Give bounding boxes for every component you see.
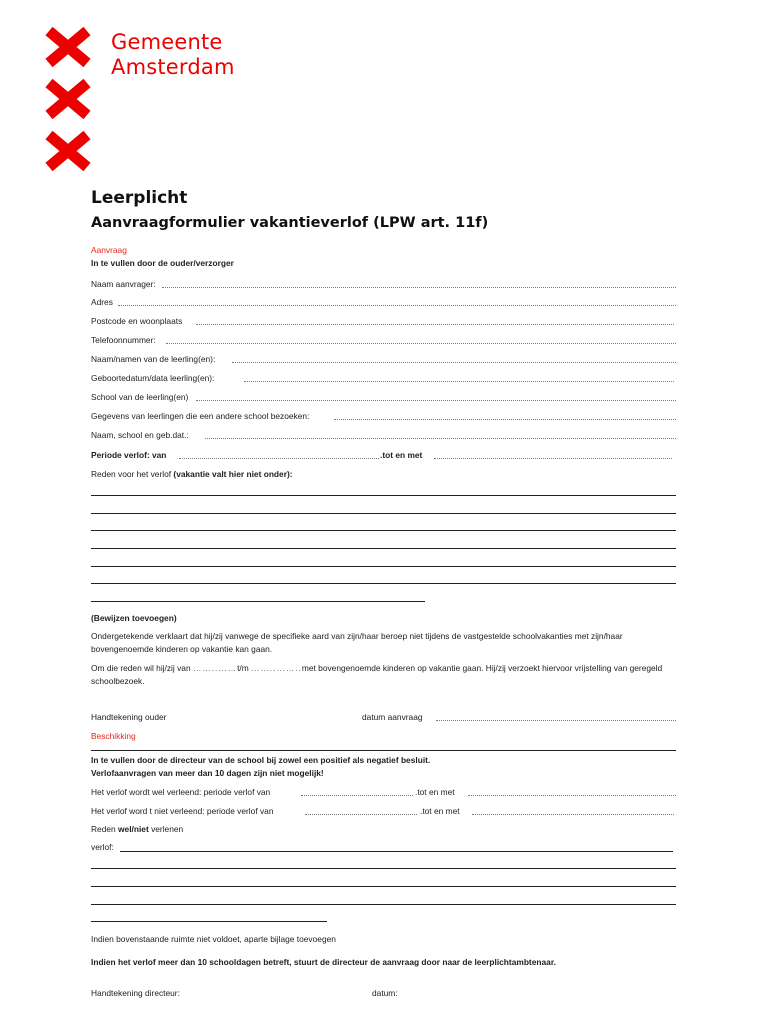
aparte-bijlage-note: Indien bovenstaande ruimte niet voldoet, aparte bijlage toevoegen [91,934,336,944]
leerplichtambtenaar-note: Indien het verlof meer dan 10 schooldagen betreft, stuurt de directeur de aanvraag door naar de leerplichtambtenaar. [91,957,556,967]
field-label-naam-aanvrager: Naam aanvrager: [91,279,156,289]
handtekening-ouder-label: Handtekening ouder [91,712,167,722]
reden-line[interactable] [91,566,676,567]
reden-verlof-label: Reden voor het verlof (vakantie valt hier niet onder): [91,469,293,479]
bewijzen-toevoegen-note: (Bewijzen toevoegen) [91,613,177,623]
verlof-wel-tot-label: .tot en met [415,787,455,797]
field-label-adres: Adres [91,297,113,307]
field-label-andere-school: Gegevens van leerlingen die een andere school bezoeken: [91,411,310,421]
periode-verlof-label: Periode verlof: van [91,450,167,460]
reden-wel-niet-label: Reden wel/niet verlenen [91,824,184,834]
field-label-naam-school-gebdat: Naam, school en geb.dat.: [91,430,189,440]
verlof-niet-van-field[interactable] [305,814,417,815]
logo-line-2: Amsterdam [111,55,235,79]
field-label-postcode-woonplaats: Postcode en woonplaats [91,316,183,326]
amsterdam-cross-icon [44,79,92,119]
field-naam-leerling[interactable] [232,362,676,363]
field-geboortedatum[interactable] [244,381,674,382]
reden-line[interactable] [91,530,676,531]
field-postcode-woonplaats[interactable] [196,324,674,325]
reden-line[interactable] [91,495,676,496]
verlof-wel-van-field[interactable] [301,795,413,796]
section-heading-beschikking: Beschikking [91,731,136,741]
form-subtitle: Aanvraagformulier vakantieverlof (LPW art. 11f) [91,215,489,231]
datum-aanvraag-label: datum aanvraag [362,712,423,722]
section-heading-aanvraag: Aanvraag [91,245,127,255]
periode-verlof-tot-field[interactable] [434,458,672,459]
field-telefoonnummer[interactable] [166,343,676,344]
periode-verlof-van-field[interactable] [179,458,379,459]
periode-tot-en-met-label: .tot en met [380,450,423,460]
reden-line[interactable] [91,601,425,602]
verlof-reden-line[interactable] [120,851,673,852]
logo-line-1: Gemeente [111,30,223,54]
field-naam-aanvrager[interactable] [162,287,676,288]
field-label-geboortedatum: Geboortedatum/data leerling(en): [91,373,215,383]
verlof-reden-line[interactable] [91,868,676,869]
verlof-wel-tot-field[interactable] [468,795,676,796]
section-divider [91,750,676,751]
reden-line[interactable] [91,548,676,549]
amsterdam-cross-icon [44,27,92,67]
verlof-reden-line[interactable] [91,904,676,905]
verlof-reden-line[interactable] [91,886,676,887]
field-naam-school-gebdat[interactable] [205,438,676,439]
page-title: Leerplicht [91,188,188,208]
verlof-niet-tot-label: .tot en met [420,806,460,816]
handtekening-directeur-label: Handtekening directeur: [91,988,180,998]
verlof-niet-verleend-label: Het verlof word t niet verleend: periode verlof van [91,806,274,816]
reden-wil-paragraph: Om die reden wil hij/zij van ……..……t/m ……..……..met bovengenoemde kinderen op vakantie gaan. Hij/zij verzoekt hiervoor vrijstelling van geregeld schoolbezoek. [91,663,663,686]
verlof-niet-tot-field[interactable] [472,814,674,815]
field-adres[interactable] [118,305,676,306]
datum-aanvraag-field[interactable] [436,720,676,721]
reden-line[interactable] [91,513,676,514]
verlof-label: verlof: [91,842,114,852]
verlof-reden-line[interactable] [91,921,327,922]
verklaring-paragraph: Ondergetekende verklaart dat hij/zij vanwege de specifieke aard van zijn/haar beroep niet tijdens de vastgestelde schoolvakanties met zijn/haar bovengenoemde kinderen op vakantie kan gaan. [91,631,623,654]
municipality-logo-text [111,30,235,80]
beschikking-instruction-2: Verlofaanvragen van meer dan 10 dagen zijn niet mogelijk! [91,768,324,778]
datum-directeur-label: datum: [372,988,398,998]
section-instruction-parent: In te vullen door de ouder/verzorger [91,258,234,268]
field-label-telefoonnummer: Telefoonnummer: [91,335,156,345]
amsterdam-cross-icon [44,131,92,171]
reden-line[interactable] [91,583,676,584]
beschikking-instruction-1: In te vullen door de directeur van de school bij zowel een positief als negatief besluit. [91,755,431,765]
field-andere-school[interactable] [334,419,676,420]
field-label-naam-leerling: Naam/namen van de leerling(en): [91,354,216,364]
field-label-school-leerling: School van de leerling(en) [91,392,189,402]
field-school-leerling[interactable] [196,400,676,401]
verlof-wel-verleend-label: Het verlof wordt wel verleend: periode verlof van [91,787,271,797]
